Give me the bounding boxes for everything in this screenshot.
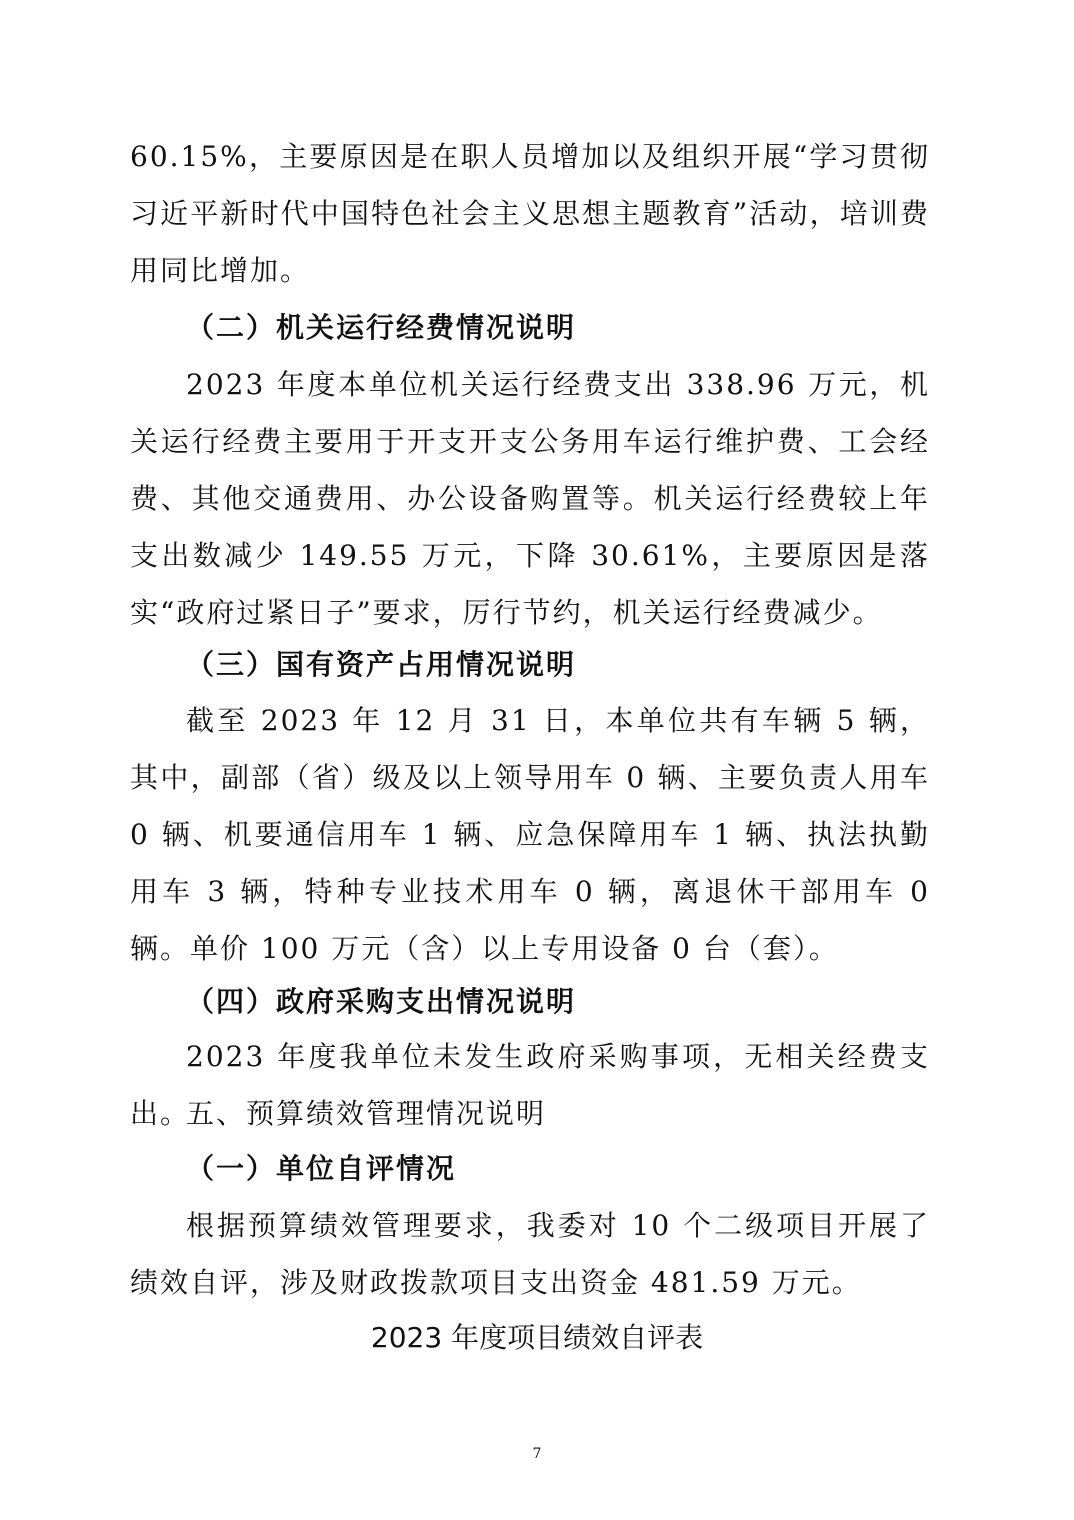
state-assets-heading: （三）国有资产占用情况说明 [186,648,577,681]
self-evaluation-paragraph: 根据预算绩效管理要求，我委对 10 个二级项目开展了绩效自评，涉及财政拨款项目支出资金 481.59 万元。 [130,1209,930,1299]
operating-expense-paragraph: 2023 年度本单位机关运行经费支出 338.96 万元，机关运行经费主要用于开支开支公务用车运行维护费、工会经费、其他交通费用、办公设备购置等。机关运行经费较上年支出数减少 149.55 万元，下降 30.61%，主要原因是落实“政府过紧日子”要求，厉行节约，机关运行经费减少。 [130,368,930,629]
table-title: 2023 年度项目绩效自评表 [370,1321,704,1354]
section-five-heading: 五、预算绩效管理情况说明 [186,1097,547,1130]
state-assets-paragraph: 截至 2023 年 12 月 31 日，本单位共有车辆 5 辆，其中，副部（省）级及以上领导用车 0 辆、主要负责人用车 0 辆、机要通信用车 1 辆、应急保障用车 1 辆、执法执勤用车 3 辆，特种专业技术用车 0 辆，离退休干部用车 0 辆。单价 100 万元（含）以上专用设备 0 台（套）。 [130,704,930,965]
procurement-heading: （四）政府采购支出情况说明 [186,985,577,1018]
page-number: 7 [532,1446,542,1462]
self-evaluation-heading: （一）单位自评情况 [186,1152,457,1185]
procurement-paragraph: 2023 年度我单位未发生政府采购事项，无相关经费支出。 [130,1040,930,1130]
training-expense-paragraph: 60.15%，主要原因是在职人员增加以及组织开展“学习贯彻习近平新时代中国特色社会主义思想主题教育”活动，培训费用同比增加。 [130,140,930,287]
operating-expense-heading: （二）机关运行经费情况说明 [186,311,577,344]
